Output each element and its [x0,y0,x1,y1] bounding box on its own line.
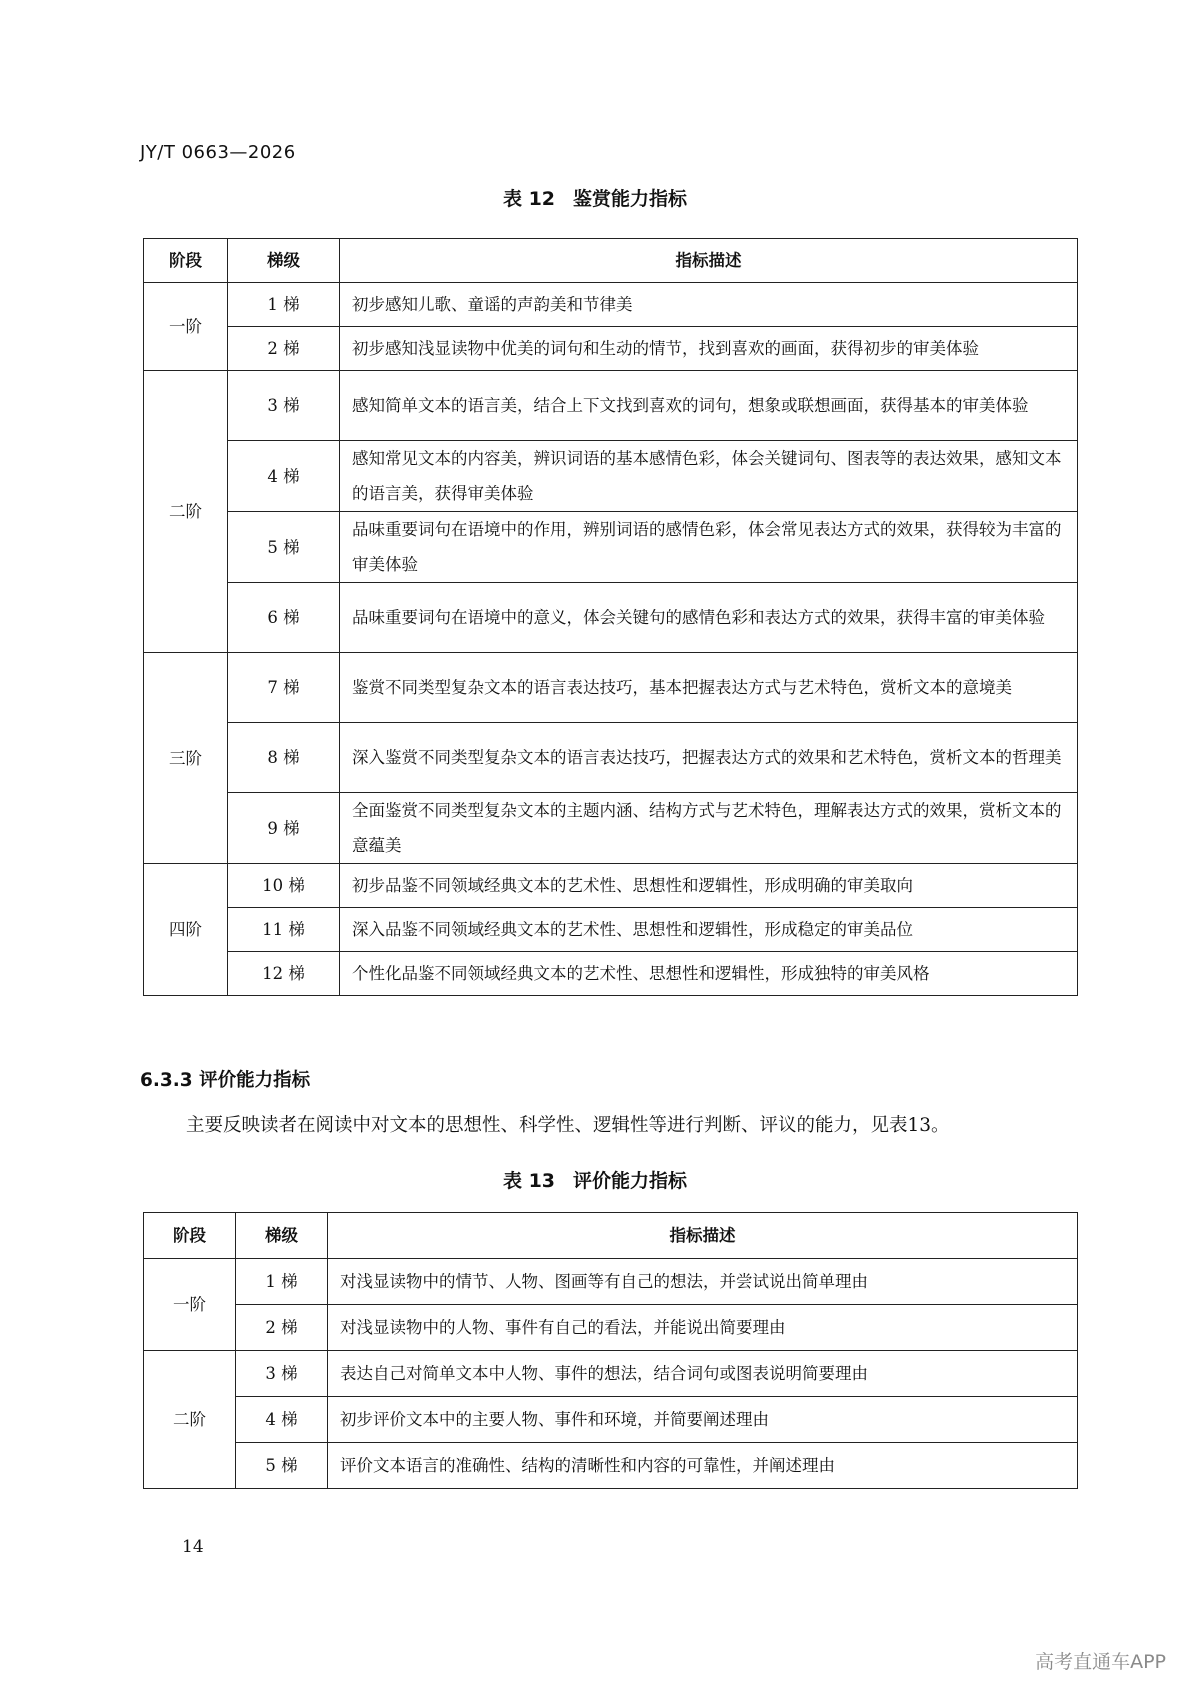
description-cell: 初步感知儿歌、童谣的声韵美和节律美 [340,283,1078,327]
level-cell: 7 梯 [228,653,340,723]
page-number: 14 [182,1537,204,1557]
stage-cell: 一阶 [144,283,228,371]
level-cell: 3 梯 [236,1351,328,1397]
level-cell: 4 梯 [228,441,340,512]
description-cell: 深入鉴赏不同类型复杂文本的语言表达技巧，把握表达方式的效果和艺术特色，赏析文本的哲理美 [340,723,1078,793]
header-level: 梯级 [228,239,340,283]
table-row [144,1443,1078,1489]
level-cell: 1 梯 [236,1259,328,1305]
table-row [144,371,1078,441]
header-description: 指标描述 [328,1213,1078,1259]
table-13-caption [0,1166,1190,1193]
description-cell: 初步品鉴不同领域经典文本的艺术性、思想性和逻辑性，形成明确的审美取向 [340,864,1078,908]
description-cell: 评价文本语言的准确性、结构的清晰性和内容的可靠性，并阐述理由 [328,1443,1078,1489]
table-13-number: 表 13 [502,1170,556,1192]
table-row [144,512,1078,583]
table-row [144,793,1078,864]
table-12 [143,238,1078,996]
table-12-title: 鉴赏能力指标 [573,188,688,210]
stage-cell: 四阶 [144,864,228,996]
table-row [144,583,1078,653]
description-cell: 对浅显读物中的人物、事件有自己的看法，并能说出简要理由 [328,1305,1078,1351]
description-cell: 个性化品鉴不同领域经典文本的艺术性、思想性和逻辑性，形成独特的审美风格 [340,952,1078,996]
description-cell: 初步感知浅显读物中优美的词句和生动的情节，找到喜欢的画面，获得初步的审美体验 [340,327,1078,371]
table-row [144,1305,1078,1351]
table-13-title: 评价能力指标 [573,1170,688,1192]
document-code: JY/T 0663—2026 [140,142,296,163]
stage-cell: 二阶 [144,1351,236,1489]
table-row [144,283,1078,327]
stage-cell: 三阶 [144,653,228,864]
level-cell: 12 梯 [228,952,340,996]
level-cell: 6 梯 [228,583,340,653]
table-row [144,1259,1078,1305]
section-paragraph: 主要反映读者在阅读中对文本的思想性、科学性、逻辑性等进行判断、评议的能力，见表13。 [186,1115,950,1136]
header-stage: 阶段 [144,1213,236,1259]
table-12-number: 表 12 [502,188,556,210]
level-cell: 9 梯 [228,793,340,864]
level-cell: 10 梯 [228,864,340,908]
table-row [144,327,1078,371]
table-row [144,723,1078,793]
table-row [144,653,1078,723]
level-cell: 5 梯 [228,512,340,583]
header-level: 梯级 [236,1213,328,1259]
header-description: 指标描述 [340,239,1078,283]
table-row [144,1397,1078,1443]
table-row [144,864,1078,908]
description-cell: 深入品鉴不同领域经典文本的艺术性、思想性和逻辑性，形成稳定的审美品位 [340,908,1078,952]
table-row [144,1351,1078,1397]
table-13 [143,1212,1078,1489]
description-cell: 鉴赏不同类型复杂文本的语言表达技巧，基本把握表达方式与艺术特色，赏析文本的意境美 [340,653,1078,723]
description-cell: 全面鉴赏不同类型复杂文本的主题内涵、结构方式与艺术特色，理解表达方式的效果，赏析文本的意蕴美 [340,793,1078,864]
table-header-row [144,1213,1078,1259]
level-cell: 4 梯 [236,1397,328,1443]
level-cell: 8 梯 [228,723,340,793]
table-header-row [144,239,1078,283]
stage-cell: 二阶 [144,371,228,653]
table-12-caption [0,184,1190,211]
stage-cell: 一阶 [144,1259,236,1351]
table-row [144,952,1078,996]
table-row [144,441,1078,512]
level-cell: 3 梯 [228,371,340,441]
watermark-text: 高考直通车APP [1035,1651,1166,1673]
description-cell: 感知简单文本的语言美，结合上下文找到喜欢的词句，想象或联想画面，获得基本的审美体验 [340,371,1078,441]
description-cell: 感知常见文本的内容美，辨识词语的基本感情色彩，体会关键词句、图表等的表达效果，感知文本的语言美，获得审美体验 [340,441,1078,512]
level-cell: 1 梯 [228,283,340,327]
level-cell: 2 梯 [228,327,340,371]
description-cell: 品味重要词句在语境中的作用，辨别词语的感情色彩，体会常见表达方式的效果，获得较为丰富的审美体验 [340,512,1078,583]
table-row [144,908,1078,952]
level-cell: 11 梯 [228,908,340,952]
section-heading: 6.3.3 评价能力指标 [140,1070,311,1091]
description-cell: 表达自己对简单文本中人物、事件的想法，结合词句或图表说明简要理由 [328,1351,1078,1397]
level-cell: 2 梯 [236,1305,328,1351]
level-cell: 5 梯 [236,1443,328,1489]
description-cell: 品味重要词句在语境中的意义，体会关键句的感情色彩和表达方式的效果，获得丰富的审美体验 [340,583,1078,653]
header-stage: 阶段 [144,239,228,283]
description-cell: 对浅显读物中的情节、人物、图画等有自己的想法，并尝试说出简单理由 [328,1259,1078,1305]
description-cell: 初步评价文本中的主要人物、事件和环境，并简要阐述理由 [328,1397,1078,1443]
